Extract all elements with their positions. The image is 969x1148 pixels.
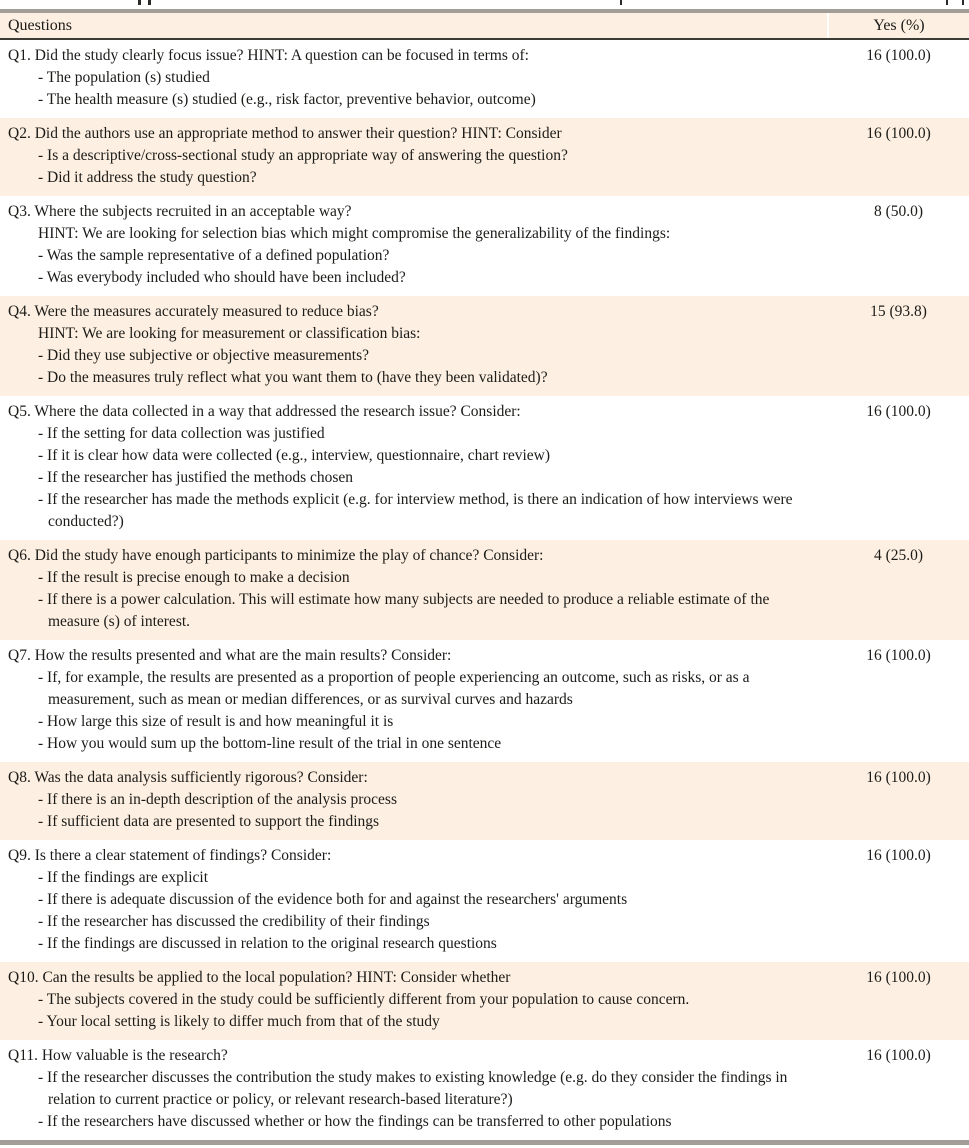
caption-descender-mark — [148, 0, 151, 5]
question-detail: HINT: We are looking for measurement or classification bias: — [38, 325, 421, 342]
table-bottom-rule — [0, 1140, 969, 1145]
yes-percent-value: 16 (100.0) — [828, 118, 969, 196]
yes-percent-value: 16 (100.0) — [866, 847, 931, 864]
quality-assessment-table — [0, 13, 969, 1140]
question-detail: HINT: We are looking for selection bias which might compromise the generalizability of the findings: — [38, 225, 671, 242]
question-text: Q2. Did the authors use an appropriate method to answer their question? HINT: Consider — [8, 125, 562, 142]
yes-percent-value: 16 (100.0) — [828, 762, 969, 840]
question-detail: - Do the measures truly reflect what you want them to (have they been validated)? — [38, 369, 548, 386]
question-cell — [0, 39, 828, 118]
question-detail: - If there is a power calculation. This will estimate how many subjects are needed to produce a reliable estimate of the measure (s) of interest. — [38, 591, 770, 630]
question-text: Q11. How valuable is the research? — [8, 1047, 228, 1064]
question-detail: - The population (s) studied — [38, 69, 210, 86]
question-row — [0, 762, 969, 840]
question-detail: - If there is adequate discussion of the evidence both for and against the researchers' arguments — [38, 891, 628, 908]
question-detail: - If sufficient data are presented to support the findings — [38, 813, 380, 830]
question-text: Q7. How the results presented and what are the main results? Consider: — [8, 647, 452, 664]
question-detail: - If it is clear how data were collected (e.g., interview, questionnaire, chart review) — [38, 447, 550, 464]
question-cell — [0, 196, 828, 296]
question-detail: - If the setting for data collection was justified — [38, 425, 325, 442]
question-cell — [0, 962, 828, 1040]
question-row — [0, 640, 969, 762]
question-cell — [0, 118, 828, 196]
question-row — [0, 962, 969, 1040]
question-cell — [0, 296, 828, 396]
yes-percent-value: 8 (50.0) — [873, 203, 924, 220]
question-detail: - Did they use subjective or objective measurements? — [38, 347, 369, 364]
question-row — [0, 1040, 969, 1140]
table-body — [0, 39, 969, 1140]
question-cell — [0, 396, 828, 540]
caption-descender-mark — [620, 0, 622, 5]
question-detail: - If the researcher has justified the methods chosen — [38, 469, 354, 486]
question-detail: - The health measure (s) studied (e.g., risk factor, preventive behavior, outcome) — [38, 91, 536, 108]
question-detail: - If the researchers have discussed whether or how the findings can be transferred to other populations — [38, 1113, 672, 1130]
question-detail: - If the findings are discussed in relation to the original research questions — [38, 935, 497, 952]
question-detail: - If the findings are explicit — [38, 869, 209, 886]
question-detail: - If the researcher discusses the contribution the study makes to existing knowledge (e.g. do they consider the findings in relation to current practice or policy, or relevant research-based literature?) — [38, 1069, 788, 1108]
question-detail: - If, for example, the results are presented as a proportion of people experiencing an outcome, such as risks, or as a measurement, such as mean or median differences, or as survival curves and hazards — [38, 669, 750, 708]
question-cell — [0, 840, 828, 962]
caption-descender-mark — [138, 0, 141, 5]
question-text: Q3. Where the subjects recruited in an acceptable way? — [8, 203, 352, 220]
question-row — [0, 118, 969, 196]
question-text: Q10. Can the results be applied to the local population? HINT: Consider whether — [8, 969, 511, 986]
question-detail: - Is a descriptive/cross-sectional study an appropriate way of answering the question? — [38, 147, 568, 164]
question-text: Q4. Were the measures accurately measured to reduce bias? — [8, 303, 379, 320]
question-row — [0, 396, 969, 540]
question-detail: - Did it address the study question? — [38, 169, 257, 186]
yes-percent-value: 16 (100.0) — [866, 647, 931, 664]
yes-percent-value: 16 (100.0) — [866, 403, 931, 420]
question-detail: - If there is an in-depth description of the analysis process — [38, 791, 397, 808]
question-cell — [0, 540, 828, 640]
question-row — [0, 39, 969, 118]
question-detail: - Was the sample representative of a defined population? — [38, 247, 390, 264]
question-row — [0, 540, 969, 640]
question-cell — [0, 762, 828, 840]
question-detail: - How large this size of result is and how meaningful it is — [38, 713, 394, 730]
column-header-yes-percent: Yes (%) — [828, 13, 969, 39]
question-row — [0, 196, 969, 296]
yes-percent-value: 16 (100.0) — [866, 1047, 931, 1064]
question-row — [0, 840, 969, 962]
question-detail: - Was everybody included who should have been included? — [38, 269, 406, 286]
caption-descender-mark — [962, 0, 964, 5]
yes-percent-value: 16 (100.0) — [866, 47, 931, 64]
question-text: Q1. Did the study clearly focus issue? HINT: A question can be focused in terms of: — [8, 47, 529, 64]
question-text: Q5. Where the data collected in a way that addressed the research issue? Consider: — [8, 403, 521, 420]
yes-percent-value: 15 (93.8) — [828, 296, 969, 396]
question-detail: - How you would sum up the bottom-line result of the trial in one sentence — [38, 735, 502, 752]
question-detail: - Your local setting is likely to differ much from that of the study — [38, 1013, 440, 1030]
caption-descender-mark — [946, 0, 948, 5]
column-header-questions: Questions — [0, 13, 828, 39]
question-cell — [0, 640, 828, 762]
yes-percent-value: 16 (100.0) — [828, 962, 969, 1040]
question-row — [0, 296, 969, 396]
question-text: Q6. Did the study have enough participants to minimize the play of chance? Consider: — [8, 547, 544, 564]
yes-percent-value: 4 (25.0) — [828, 540, 969, 640]
question-detail: - If the researcher has discussed the credibility of their findings — [38, 913, 430, 930]
question-detail: - If the researcher has made the methods explicit (e.g. for interview method, is there an indication of how interviews were conducted?) — [38, 491, 793, 530]
question-detail: - If the result is precise enough to make a decision — [38, 569, 350, 586]
question-cell — [0, 1040, 828, 1140]
question-text: Q9. Is there a clear statement of findings? Consider: — [8, 847, 332, 864]
question-detail: - The subjects covered in the study could be sufficiently different from your population to cause concern. — [38, 991, 690, 1008]
table-header-row — [0, 13, 969, 39]
clipped-caption-fragment — [0, 0, 969, 9]
question-text: Q8. Was the data analysis sufficiently rigorous? Consider: — [8, 769, 368, 786]
